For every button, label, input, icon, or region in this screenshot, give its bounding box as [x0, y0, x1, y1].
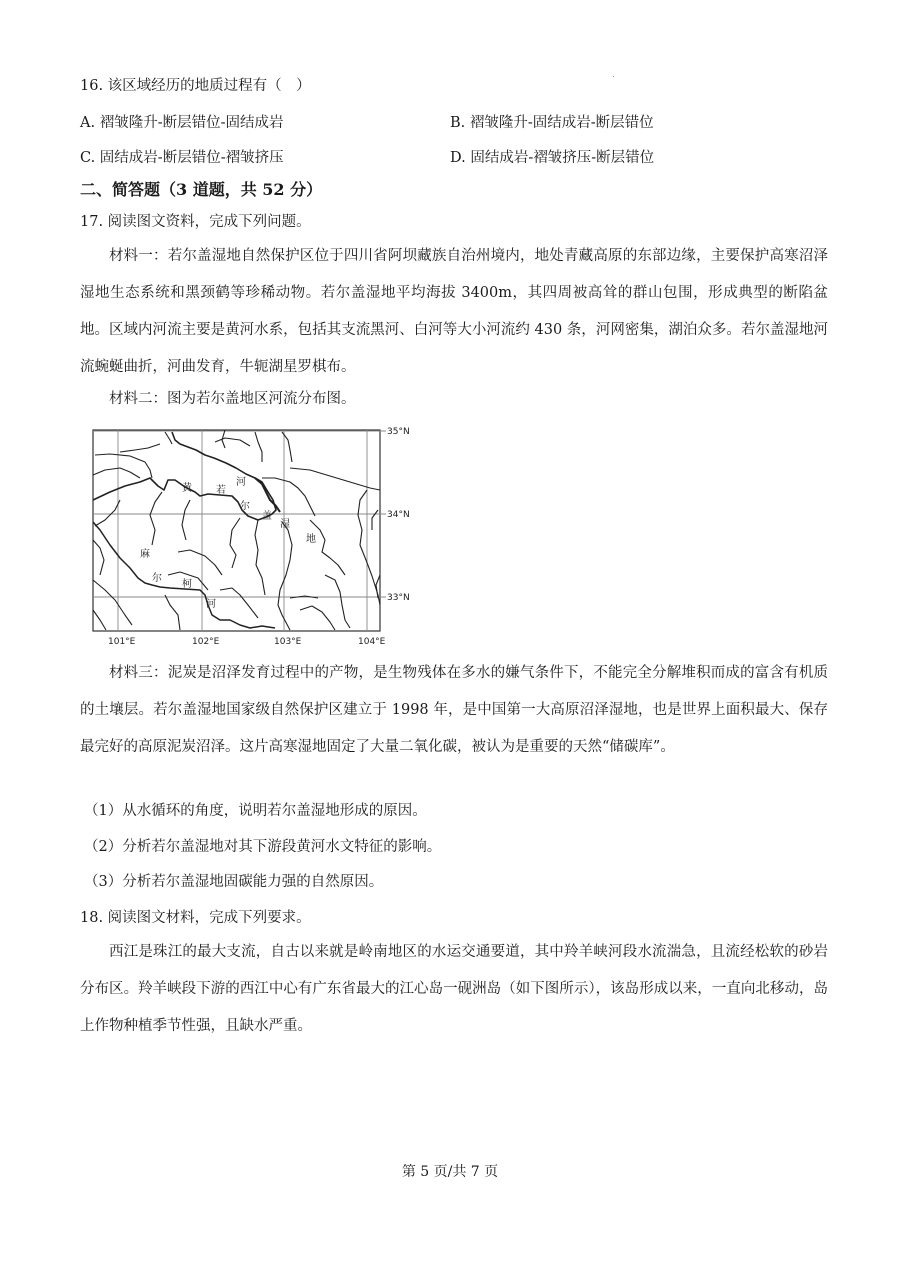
tributary [290, 468, 380, 490]
river-map [86, 422, 410, 652]
option-label: A. [80, 115, 96, 131]
label-gai: 盖 [262, 511, 272, 522]
tributary [93, 468, 140, 478]
map-frame [93, 430, 380, 631]
lon-label-102: 102°E [192, 637, 220, 647]
tributary [220, 588, 258, 618]
q17-question-3: （3）分析若尔盖湿地固碳能力强的自然原因。 [84, 874, 384, 890]
yellow-river-wetland-reach [255, 478, 280, 512]
page-number: 第 5 页/共 7 页 [401, 1164, 499, 1180]
q17-question-1: （1）从水循环的角度，说明若尔盖湿地形成的原因。 [84, 803, 427, 819]
option-text: 固结成岩-褶皱挤压-断层错位 [470, 150, 655, 166]
q16-option-a[interactable] [80, 113, 284, 133]
label-er-2: 尔 [152, 573, 162, 584]
section-title: 二、简答题（3 道题，共 52 分） [80, 180, 323, 199]
tributary [282, 432, 292, 462]
q17-material-3: 材料三：泥炭是沼泽发育过程中的产物，是生物残体在多水的嫌气条件下，不能完全分解堆积而成的富含有机质的土壤层。若尔盖湿地国家级自然保护区建立于 1998 年，是中国第一大高原沼泽湿地，也是世界上面积最大、保存最完好的高原泥炭沼泽。这片高寒湿地固定了大量二氧化碳，被认为是重要的天然“储碳库”。 [80, 665, 828, 755]
option-text: 褶皱隆升-固结成岩-断层错位 [469, 115, 654, 131]
label-di: 地 [306, 534, 316, 545]
q16-option-c[interactable] [80, 148, 284, 168]
lat-label-33: 33°N [387, 593, 410, 603]
label-shi: 湿 [280, 519, 290, 530]
option-label: D. [450, 150, 466, 166]
tributary [93, 540, 104, 575]
option-text: 固结成岩-断层错位-褶皱挤压 [99, 150, 284, 166]
q16-option-b[interactable] [450, 113, 654, 133]
lon-label-101: 101°E [108, 637, 136, 647]
label-huang: 黄 [182, 483, 192, 494]
tributary [150, 492, 162, 545]
lon-label-104: 104°E [358, 637, 386, 647]
tributary [182, 500, 190, 540]
q18-stem: 18. 阅读图文材料，完成下列要求。 [80, 910, 311, 926]
maerke-river [93, 522, 275, 628]
label-er-1: 尔 [240, 501, 250, 512]
label-he-2: 河 [206, 599, 216, 610]
tributary [300, 606, 335, 630]
tributary [95, 500, 120, 526]
tributary [230, 518, 240, 568]
lon-label-103: 103°E [274, 637, 302, 647]
tributary [310, 520, 345, 575]
rivers [93, 430, 380, 630]
tributary [120, 444, 160, 452]
tributary [165, 432, 172, 444]
lat-label-34: 34°N [387, 510, 410, 520]
option-label: B. [450, 115, 466, 131]
tributary [372, 510, 378, 530]
option-label: C. [80, 150, 96, 166]
q17-question-2: （2）分析若尔盖湿地对其下游段黄河水文特征的影响。 [84, 839, 442, 855]
tributary [165, 595, 180, 630]
tributary [255, 432, 262, 462]
label-he-1: 河 [236, 477, 246, 488]
q16-stem: 16. 该区域经历的地质过程有（ ） [80, 78, 311, 94]
tributary [215, 438, 250, 446]
q16-option-d[interactable] [450, 148, 654, 168]
label-ma: 麻 [140, 549, 150, 560]
option-text: 褶皱隆升-断层错位-固结成岩 [99, 115, 284, 131]
scan-speck [613, 76, 614, 77]
tributary [95, 454, 152, 478]
tributary [178, 550, 222, 575]
tributary [93, 610, 106, 630]
tributary [278, 522, 292, 630]
q17-stem: 17. 阅读图文资料，完成下列问题。 [80, 214, 311, 230]
q18-material: 西江是珠江的最大支流，自古以来就是岭南地区的水运交通要道，其中羚羊峡河段水流湍急，且流经松软的砂岩分布区。羚羊峡段下游的西江中心有广东省最大的江心岛一砚洲岛（如下图所示），该岛形成以来，一直向北移动，岛上作物种植季节性强，且缺水严重。 [80, 944, 828, 1034]
lat-label-35: 35°N [387, 427, 410, 437]
q17-material-1: 材料一：若尔盖湿地自然保护区位于四川省阿坝藏族自治州境内，地处青藏高原的东部边缘，主要保护高寒沼泽湿地生态系统和黑颈鹤等珍稀动物。若尔盖湿地平均海拔 3400m，其四周被高耸的群山包围，形成典型的断陷盆地。区域内河流主要是黄河水系，包括其支流黑河、白河等大小河流约 430 条，河网密集，湖泊众多。若尔盖湿地河流蜿蜒曲折，河曲发育，牛轭湖星罗棋布。 [80, 248, 828, 375]
label-ke: 柯 [182, 579, 192, 590]
q17-material-2: 材料二：图为若尔盖地区河流分布图。 [109, 391, 356, 407]
tributary [255, 520, 265, 595]
map-graticule [93, 430, 386, 631]
label-ruo: 若 [216, 485, 226, 496]
